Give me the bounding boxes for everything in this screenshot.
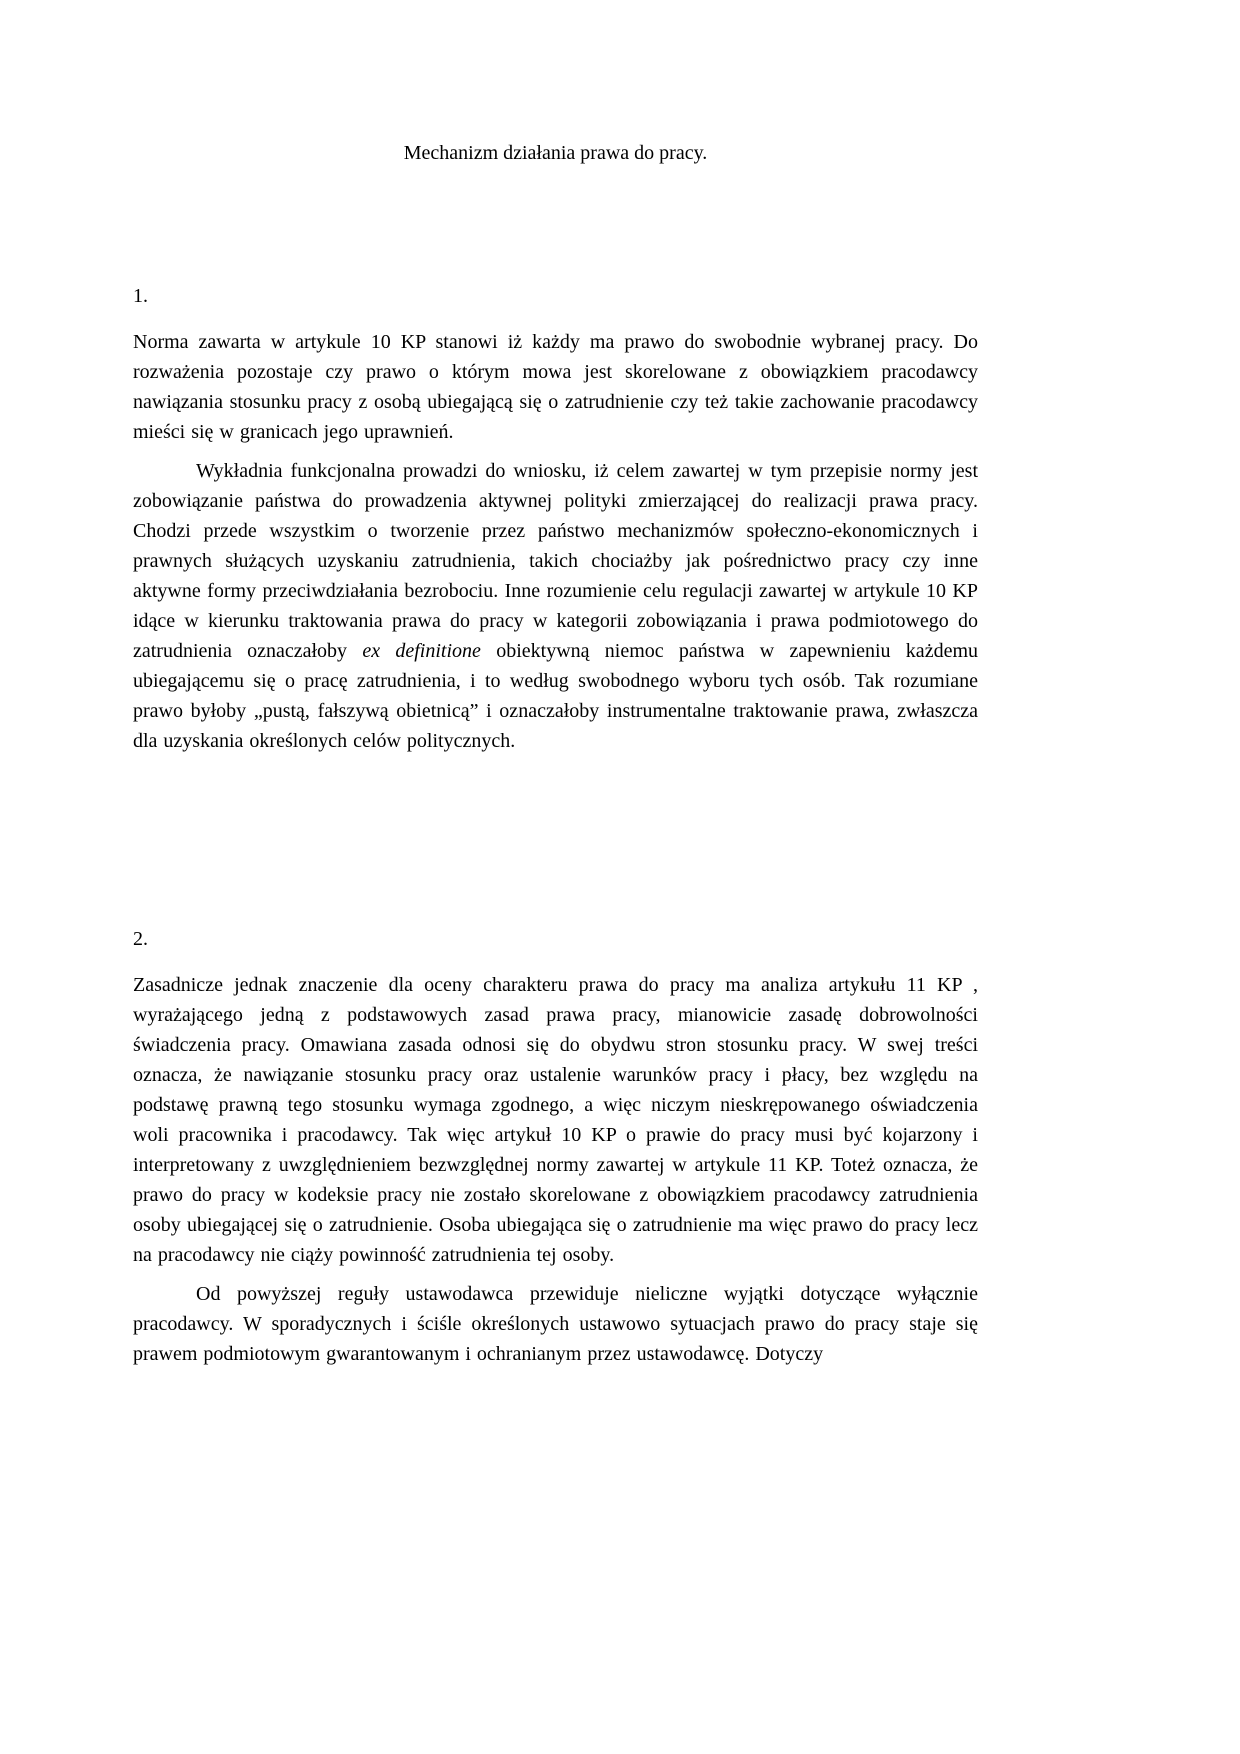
paragraph-text-after-italic: obiektywną niemoc państwa w zapewnieniu każdemu ubiegającemu się o pracę zatrudnienia, i to według swobodnego wyboru tych osób. Tak rozumiane prawo byłoby „pustą, fałszywą obietnicą” i oznaczałoby instrumentalne traktowanie prawa, zwłaszcza dla uzyskania określonych celów politycznych. (133, 640, 978, 752)
italic-latin-phrase: ex definitione (362, 640, 481, 662)
paragraph-text-before-italic: Wykładnia funkcjonalna prowadzi do wniosku, iż celem zawartej w tym przepisie normy jest zobowiązanie państwa do prowadzenia aktywnej polityki zmierzającej do realizacji prawa pracy. Chodzi przede wszystkim o tworzenie przez państwo mechanizmów społeczno-ekonomicznych i prawnych służących uzyskaniu zatrudnienia, takich chociażby jak pośrednictwo pracy czy inne aktywne formy przeciwdziałania bezrobociu. Inne rozumienie celu regulacji zawartej w artykule 10 KP idące w kierunku traktowania prawa do pracy w kategorii zobowiązania i prawa podmiotowego do zatrudnienia oznaczałoby (133, 460, 978, 662)
section-1-paragraph-2 (133, 456, 978, 756)
section-2-number: 2. (133, 928, 148, 950)
section-2-paragraph-1: Zasadnicze jednak znaczenie dla oceny charakteru prawa do pracy ma analiza artykułu 11 KP , wyrażającego jedną z podstawowych zasad prawa pracy, mianowicie zasadę dobrowolności świadczenia pracy. Omawiana zasada odnosi się do obydwu stron stosunku pracy. W swej treści oznacza, że nawiązanie stosunku pracy oraz ustalenie warunków pracy i płacy, bez względu na podstawę prawną tego stosunku wymaga zgodnego, a więc niczym nieskrępowanego oświadczenia woli pracownika i pracodawcy. Tak więc artykuł 10 KP o prawie do pracy musi być kojarzony i interpretowany z uwzględnieniem bezwzględnej normy zawartej w artykule 11 KP. Toteż oznacza, że prawo do pracy w kodeksie pracy nie zostało skorelowane z obowiązkiem pracodawcy zatrudnienia osoby ubiegającej się o zatrudnienie. Osoba ubiegająca się o zatrudnienie ma więc prawo do pracy lecz na pracodawcy nie ciąży powinność zatrudnienia tej osoby. (133, 974, 978, 1266)
section-1-number: 1. (133, 285, 148, 307)
document-title: Mechanizm działania prawa do pracy. (403, 142, 708, 164)
section-2-paragraph-2: Od powyższej reguły ustawodawca przewiduje nieliczne wyjątki dotyczące wyłącznie pracodawcy. W sporadycznych i ściśle określonych ustawowo sytuacjach prawo do pracy staje się prawem podmiotowym gwarantowanym i ochranianym przez ustawodawcę. Dotyczy (133, 1283, 978, 1365)
section-1-paragraph-1: Norma zawarta w artykule 10 KP stanowi iż każdy ma prawo do swobodnie wybranej pracy. Do rozważenia pozostaje czy prawo o którym mowa jest skorelowane z obowiązkiem pracodawcy nawiązania stosunku pracy z osobą ubiegającą się o zatrudnienie czy też takie zachowanie pracodawcy mieści się w granicach jego uprawnień. (133, 331, 978, 443)
